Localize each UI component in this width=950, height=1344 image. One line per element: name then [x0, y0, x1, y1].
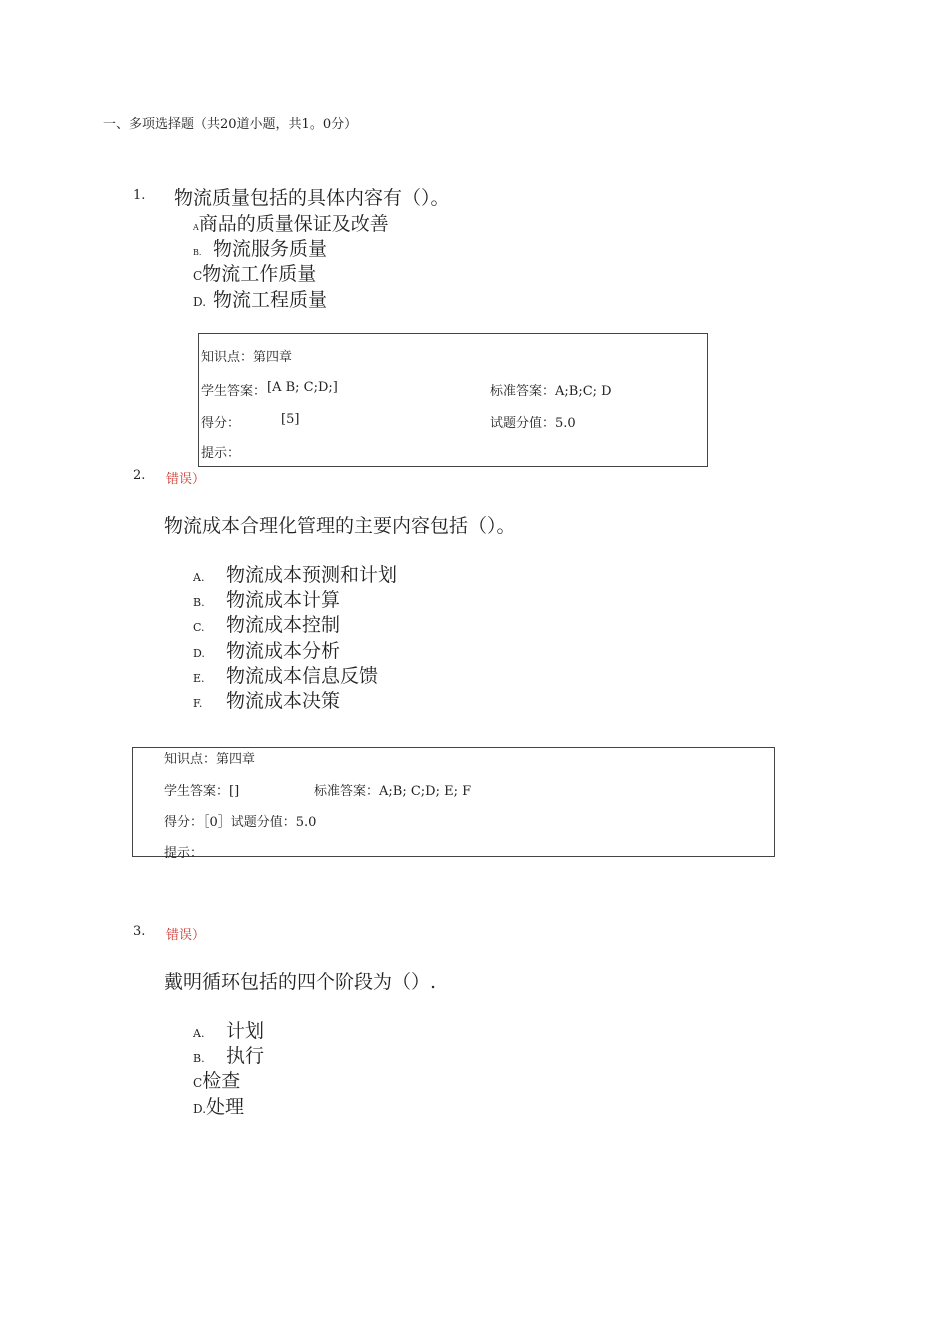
question-1-option-d[interactable] [193, 285, 327, 312]
standard-answer: 标准答案：A;B; C;D; E; F [314, 784, 472, 799]
option-letter: A [193, 223, 199, 232]
question-1-info-box [198, 333, 708, 467]
option-letter: C. [193, 621, 205, 634]
option-text: 物流工程质量 [213, 289, 328, 311]
question-2-option-e[interactable] [193, 661, 378, 688]
student-answer-value: [A B; C;D;] [267, 380, 338, 395]
question-2-option-f[interactable] [193, 686, 340, 713]
option-text: 物流成本预测和计划 [226, 564, 398, 586]
question-3-stem: 戴明循环包括的四个阶段为（）. [164, 971, 437, 993]
question-1-option-c[interactable] [193, 259, 316, 286]
hint-label: 提示： [201, 446, 241, 461]
question-3-status-badge: 错误） [166, 928, 206, 943]
question-2-stem: 物流成本合理化管理的主要内容包括（）。 [164, 515, 516, 537]
question-2-status-badge: 错误） [166, 472, 206, 487]
score-label: 得分： [201, 416, 241, 431]
question-1-stem: 物流质量包括的具体内容有（）。 [174, 187, 450, 209]
question-3-option-a[interactable] [193, 1016, 264, 1043]
question-1-option-b[interactable] [193, 234, 327, 261]
option-text: 计划 [226, 1020, 265, 1042]
option-letter: C [193, 1076, 203, 1090]
option-letter: C [193, 269, 203, 283]
option-letter: E. [193, 672, 205, 685]
standard-answer: 标准答案：A;B;C; D [490, 384, 612, 399]
option-text: 处理 [206, 1096, 245, 1118]
option-text: 物流成本计算 [226, 589, 341, 611]
option-letter: B. [193, 596, 205, 609]
question-3-option-d[interactable] [193, 1092, 244, 1119]
question-3-option-c[interactable] [193, 1066, 240, 1093]
option-letter: D. [193, 295, 207, 309]
question-1-number: 1. [133, 188, 146, 203]
option-text: 执行 [226, 1045, 265, 1067]
option-letter: A. [193, 571, 205, 584]
question-2-option-b[interactable] [193, 585, 340, 612]
score-value: [5] [281, 412, 300, 427]
hint-label: 提示： [164, 846, 204, 861]
question-1-option-a[interactable] [193, 209, 389, 236]
option-text: 物流成本分析 [226, 640, 341, 662]
option-text: 物流工作质量 [202, 263, 317, 285]
option-letter: D. [193, 647, 205, 660]
section-title: 一、多项选择题（共20道小题，共1。0分） [103, 117, 358, 132]
score-line: 得分：［0］试题分值：5.0 [164, 815, 317, 830]
question-2-option-a[interactable] [193, 560, 397, 587]
option-text: 物流成本控制 [226, 614, 341, 636]
question-2-number: 2. [133, 468, 146, 483]
knowledge-point: 知识点：第四章 [164, 752, 256, 767]
knowledge-point: 知识点：第四章 [201, 350, 293, 365]
option-letter: A. [193, 1027, 205, 1040]
option-letter: F. [193, 697, 203, 710]
student-answer-label: 学生答案： [201, 384, 267, 399]
question-3-option-b[interactable] [193, 1041, 264, 1068]
question-3-number: 3. [133, 924, 146, 939]
question-2-option-c[interactable] [193, 610, 340, 637]
question-2-option-d[interactable] [193, 636, 340, 663]
question-2-info-box [132, 747, 775, 861]
option-text: 物流成本信息反馈 [226, 665, 379, 687]
option-text: 商品的质量保证及改善 [198, 213, 389, 235]
option-text: 检查 [202, 1070, 241, 1092]
question-value: 试题分值：5.0 [490, 416, 576, 431]
option-text: 物流成本决策 [226, 690, 341, 712]
student-answer: 学生答案：[] [164, 784, 240, 799]
option-letter: B. [193, 248, 202, 257]
option-letter: D. [193, 1102, 207, 1116]
option-text: 物流服务质量 [213, 238, 328, 260]
option-letter: B. [193, 1052, 205, 1065]
